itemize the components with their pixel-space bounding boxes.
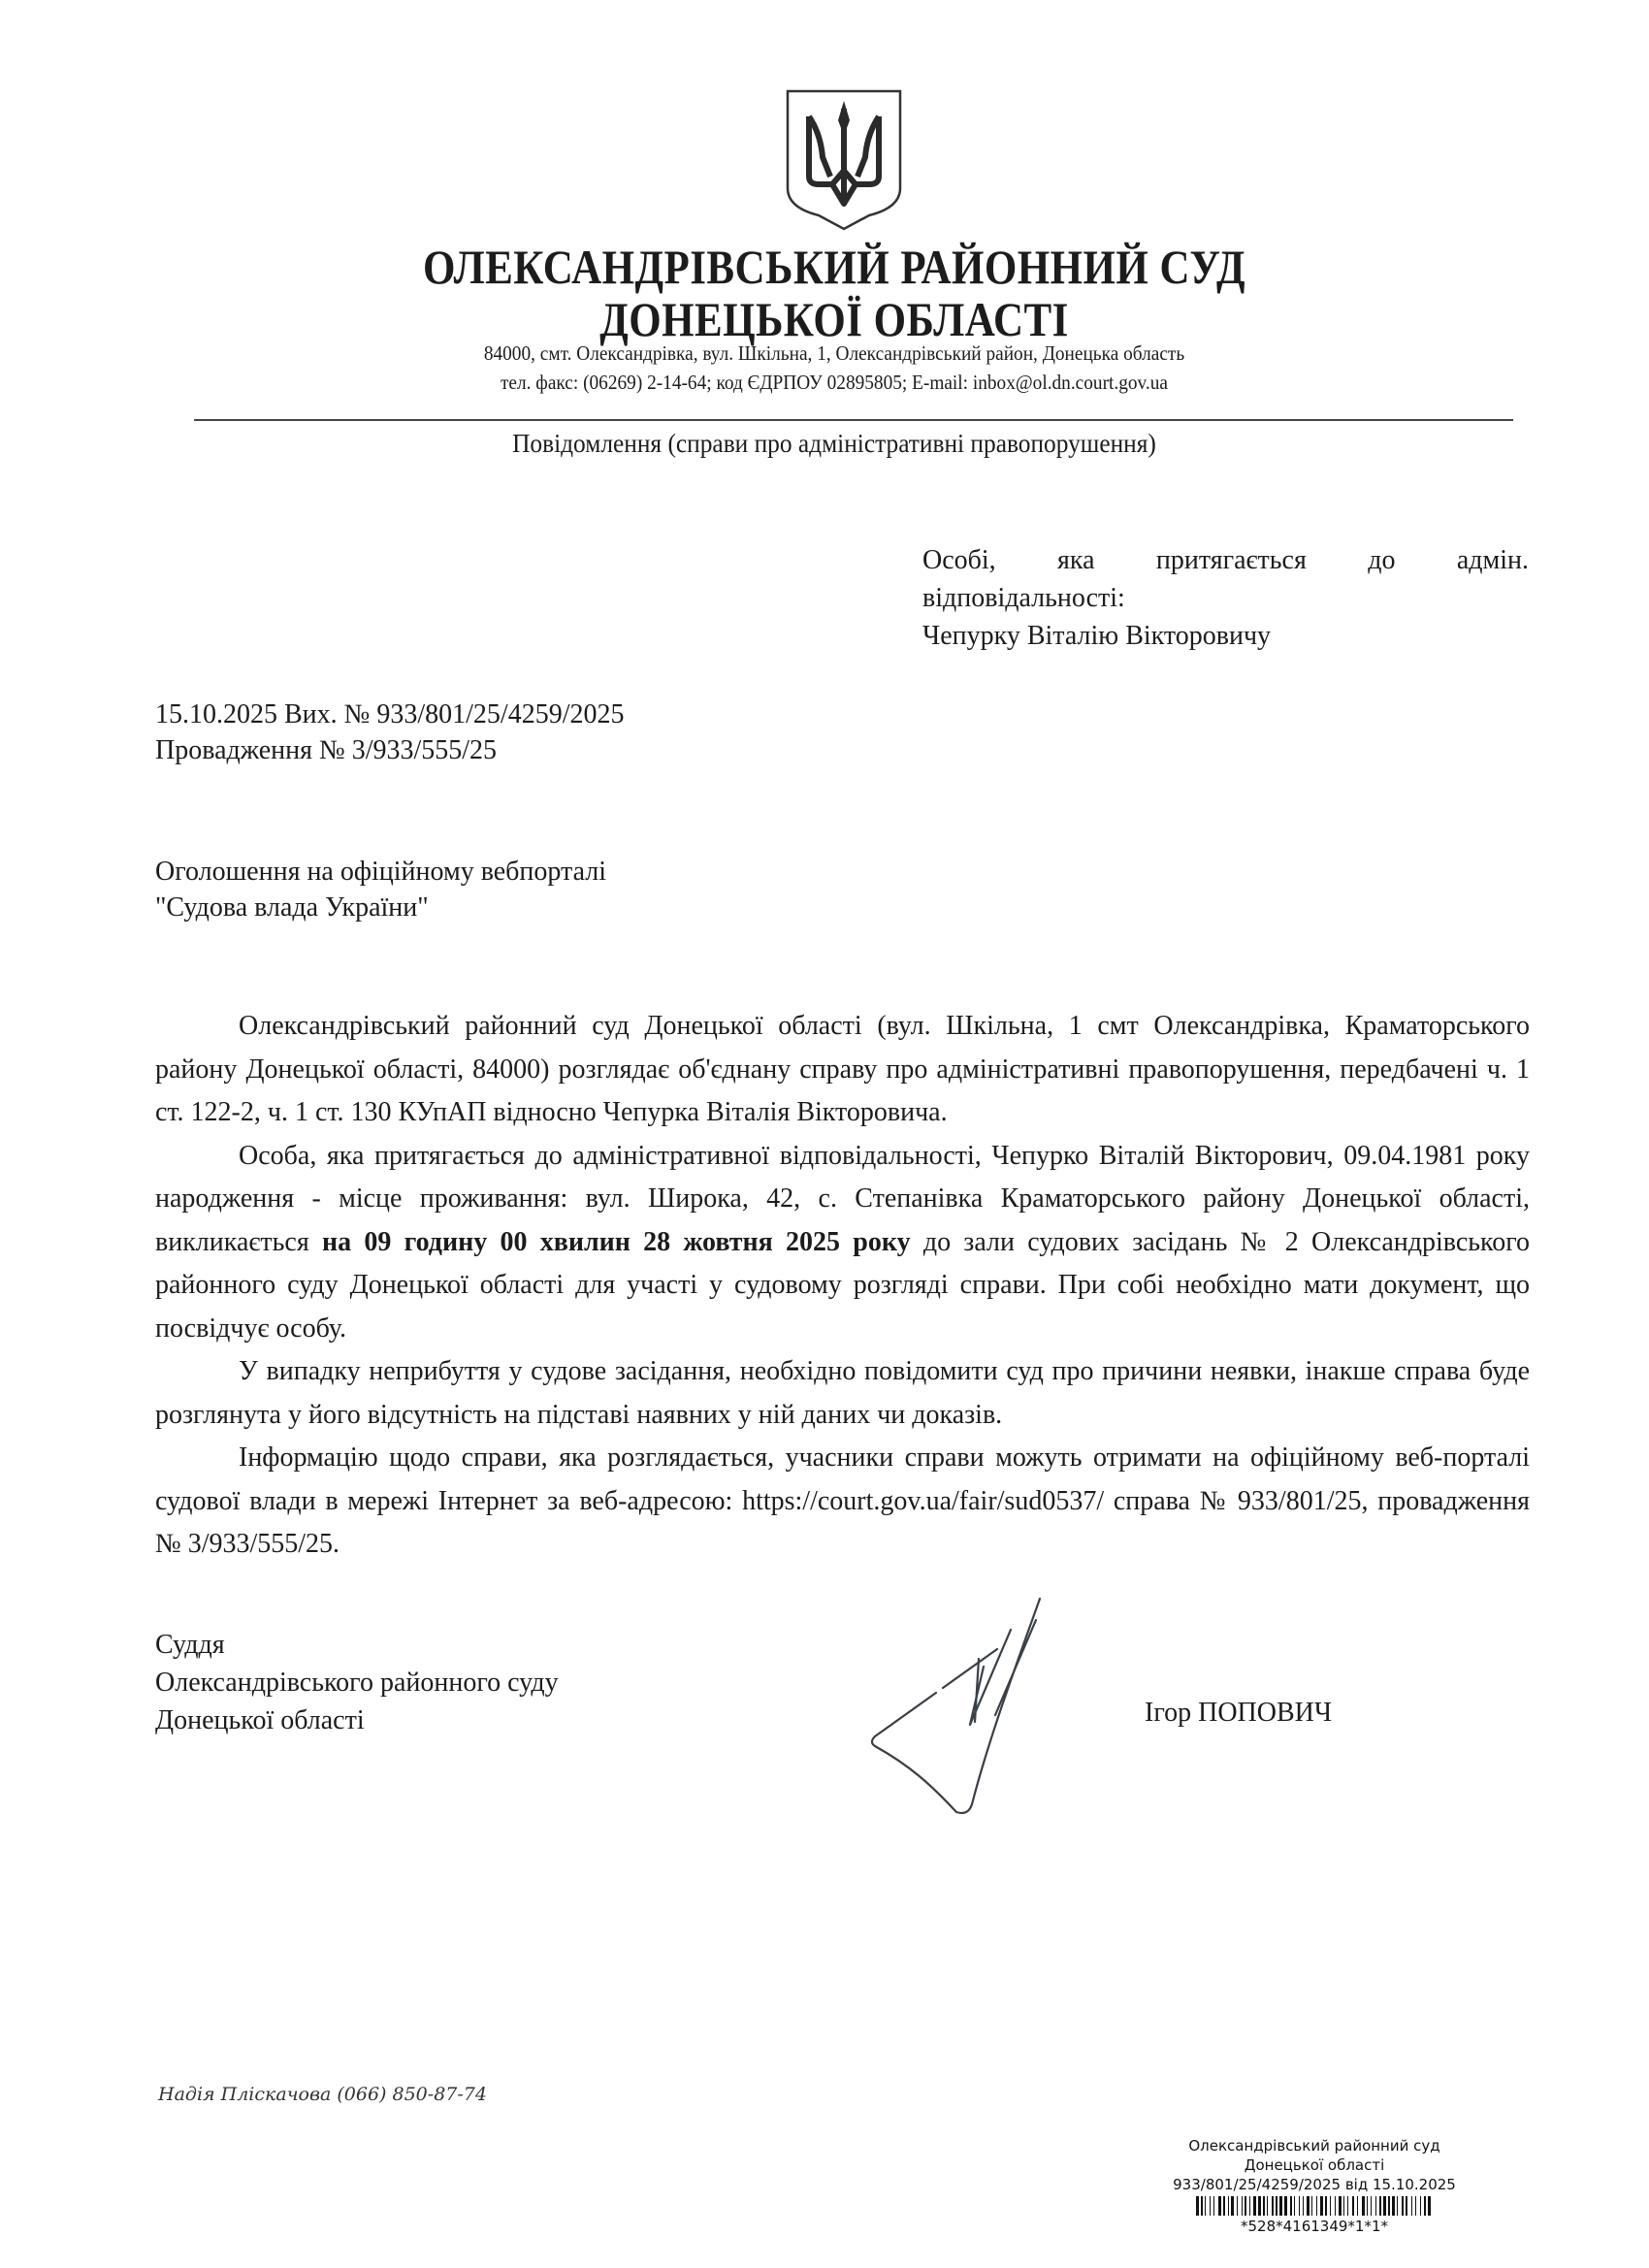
paragraph-info: Інформацію щодо справи, яка розглядається, учасники справи можуть отримати на офіційному веб-порталі судової влади в мережі Інтернет за веб-адресою: https://court.gov.ua/fair/sud0537/ справа № 933/801/25, провадження № 3/933/555/25. — [155, 1442, 1530, 1559]
recipient-word: адмін. — [1456, 545, 1529, 575]
stamp-region: Донецької області — [1244, 2156, 1385, 2174]
announcement-heading — [155, 854, 606, 925]
judge-position — [155, 1626, 559, 1739]
recipient-line1 — [922, 541, 1529, 579]
trident-coat-of-arms-icon — [784, 87, 904, 233]
recipient-block — [922, 541, 1529, 655]
judge-name: Ігор ПОПОВИЧ — [1145, 1698, 1333, 1728]
outgoing-number: 15.10.2025 Вих. № 933/801/25/4259/2025 — [155, 699, 625, 729]
announcement-line2: "Судова влада України" — [155, 892, 429, 923]
judge-court: Олександрівського районного суду — [155, 1668, 559, 1698]
recipient-line2: відповідальності: — [922, 583, 1125, 613]
executor-contact: Надія Пліскачова (066) 850-87-74 — [158, 2084, 487, 2105]
stamp-court: Олександрівський районний суд — [1188, 2137, 1440, 2155]
paragraph-summons — [155, 1135, 1530, 1351]
recipient-word: Особі, — [922, 545, 996, 575]
court-name-line1: ОЛЕКСАНДРІВСЬКИЙ РАЙОННИЙ СУД — [422, 240, 1246, 294]
recipient-word: притягається — [1155, 545, 1307, 575]
paragraph-absence: У випадку неприбуття у судове засідання, необхідно повідомити суд про причини неявки, інакше справа буде розглянута у його відсутність на підставі наявних у ній даних чи доказів. — [155, 1356, 1530, 1430]
signature-icon — [708, 1591, 1057, 1824]
court-name-line2: ДОНЕЦЬКОЇ ОБЛАСТІ — [599, 292, 1069, 346]
hearing-datetime: на 09 годину 00 хвилин 28 жовтня 2025 року — [321, 1226, 911, 1257]
paragraph-case: Олександрівський районний суд Донецької області (вул. Шкільна, 1 смт Олександрівка, Краматорського району Донецької області, 84000) розглядає об'єднану справу про адміністративні правопорушення, передбачені ч. 1 ст. 122-2, ч. 1 ст. 130 КУпАП відносно Чепурка Віталія Вікторовича. — [155, 1011, 1530, 1127]
summons-text: до зали судових засідань № 2 Олександрівського районного суду Донецької області для участі у судовому розгляді справи. При собі необхідно мати документ, що посвідчує особу. — [155, 1226, 1530, 1344]
reference-block — [155, 697, 625, 768]
registration-stamp — [1086, 2136, 1542, 2236]
judge-title: Суддя — [155, 1630, 225, 1660]
judge-region: Донецької області — [155, 1705, 365, 1735]
summons-text: Особа, яка притягається до адміністративної відповідальності, Чепурко Віталій Вікторович, 09.04.1981 року народження - місце проживання: вул. Широка, 42, с. Степанівка Краматорського району Донецької області, викликається — [155, 1140, 1530, 1257]
court-contacts: тел. факс: (06269) 2-14-64; код ЄДРПОУ 02895805; E-mail: inbox@ol.dn.court.gov.ua — [500, 371, 1168, 394]
recipient-name: Чепурку Віталію Вікторовичу — [922, 621, 1272, 651]
notice-body — [155, 1005, 1530, 1567]
header-divider — [194, 419, 1513, 421]
stamp-registration-number: 933/801/25/4259/2025 від 15.10.2025 — [1173, 2176, 1456, 2193]
recipient-word: до — [1368, 545, 1396, 575]
barcode-icon — [1086, 2196, 1542, 2216]
notice-title: Повідомлення (справи про адміністративні правопорушення) — [512, 429, 1156, 458]
barcode-number: *528*4161349*1*1* — [1240, 2218, 1389, 2235]
recipient-word: яка — [1057, 545, 1095, 575]
court-address: 84000, смт. Олександрівка, вул. Шкільна, 1, Олександрівський район, Донецька область — [483, 341, 1185, 365]
announcement-line1: Оголошення на офіційному вебпорталі — [155, 857, 607, 887]
proceeding-number: Провадження № 3/933/555/25 — [155, 735, 498, 765]
